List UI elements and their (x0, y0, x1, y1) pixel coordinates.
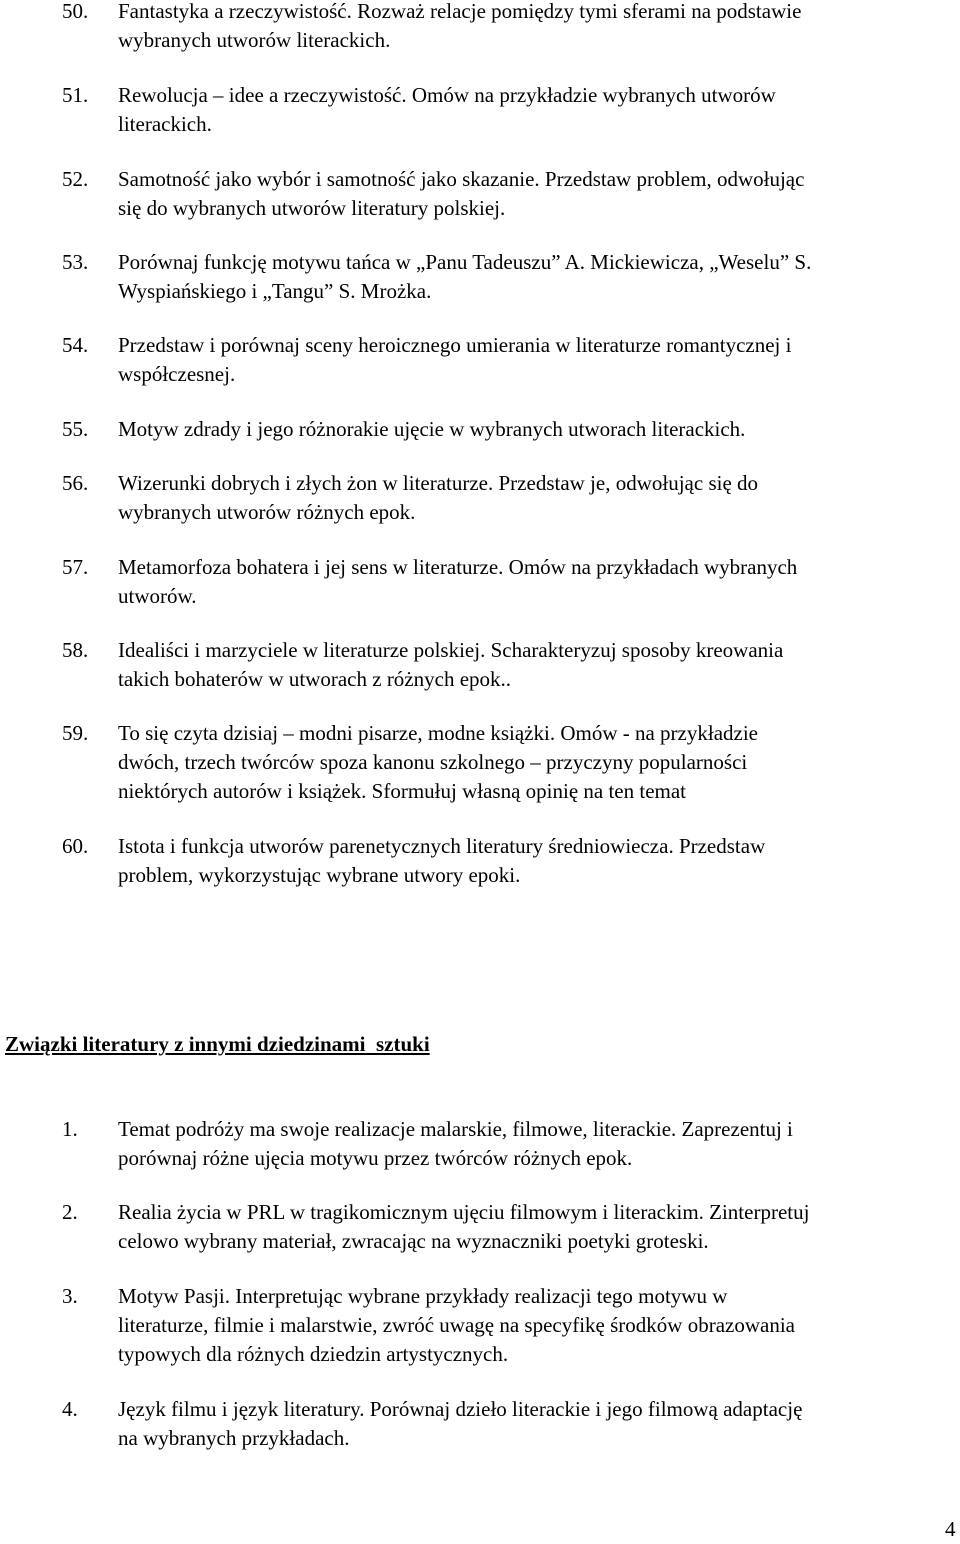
section-item-line: literaturze, filmie i malarstwie, zwróć uwagę na specyfikę środków obrazowania (118, 1313, 795, 1337)
topic-text (118, 0, 948, 55)
topic-text (118, 636, 948, 694)
section-item-text (118, 1115, 948, 1173)
topic-line: wybranych utworów różnych epok. (118, 500, 416, 524)
section-item-line: celowo wybrany materiał, zwracając na wyznaczniki poetyki groteski. (118, 1229, 709, 1253)
topic-line: współczesnej. (118, 362, 236, 386)
topic-line: problem, wykorzystując wybrane utwory epoki. (118, 863, 521, 887)
topic-text (118, 248, 948, 306)
section-item-line: Realia życia w PRL w tragikomicznym ujęciu filmowym i literackim. Zinterpretuj (118, 1200, 810, 1224)
topic-number: 58. (62, 638, 89, 662)
section-item-line: typowych dla różnych dziedzin artystycznych. (118, 1342, 509, 1366)
topic-line: Motyw zdrady i jego różnorakie ujęcie w wybranych utworach literackich. (118, 417, 746, 441)
topic-text (118, 415, 948, 444)
topic-line: Samotność jako wybór i samotność jako skazanie. Przedstaw problem, odwołując (118, 167, 805, 191)
topic-line: wybranych utworów literackich. (118, 28, 391, 52)
topic-line: Fantastyka a rzeczywistość. Rozważ relacje pomiędzy tymi sferami na podstawie (118, 0, 802, 23)
topic-line: Wizerunki dobrych i złych żon w literaturze. Przedstaw je, odwołując się do (118, 471, 759, 495)
topic-text (118, 553, 948, 611)
section-item-number: 4. (62, 1397, 78, 1421)
topic-line: utworów. (118, 584, 197, 608)
topic-line: Idealiści i marzyciele w literaturze polskiej. Scharakteryzuj sposoby kreowania (118, 638, 784, 662)
topic-line: Metamorfoza bohatera i jej sens w literaturze. Omów na przykładach wybranych (118, 555, 798, 579)
topic-number: 52. (62, 167, 89, 191)
section-item-text (118, 1395, 948, 1453)
topic-line: się do wybranych utworów literatury polskiej. (118, 196, 506, 220)
page-number: 4 (945, 1517, 956, 1541)
topic-line: Istota i funkcja utworów parenetycznych literatury średniowiecza. Przedstaw (118, 834, 766, 858)
section-item-line: Język filmu i język literatury. Porównaj dzieło literackie i jego filmową adaptację (118, 1397, 803, 1421)
topic-line: To się czyta dzisiaj – modni pisarze, modne książki. Omów - na przykładzie (118, 721, 758, 745)
section-item-number: 1. (62, 1117, 78, 1141)
section-heading: Związki literatury z innymi dziedzinami sztuki (5, 1032, 430, 1056)
topic-number: 55. (62, 417, 89, 441)
topic-number: 53. (62, 250, 89, 274)
section-item-text (118, 1198, 948, 1256)
topic-text (118, 81, 948, 139)
topic-number: 51. (62, 83, 89, 107)
topic-line: niektórych autorów i książek. Sformułuj własną opinię na ten temat (118, 779, 687, 803)
topic-number: 54. (62, 333, 89, 357)
section-item-line: porównaj różne ujęcia motywu przez twórców różnych epok. (118, 1146, 633, 1170)
topic-text (118, 331, 948, 389)
topic-text (118, 165, 948, 223)
topic-text (118, 719, 948, 806)
topic-number: 50. (62, 0, 89, 23)
topic-line: Porównaj funkcję motywu tańca w „Panu Tadeuszu” A. Mickiewicza, „Weselu” S. (118, 250, 812, 274)
topic-line: Wyspiańskiego i „Tangu” S. Mrożka. (118, 279, 432, 303)
topic-line: takich bohaterów w utworach z różnych epok.. (118, 667, 512, 691)
topic-text (118, 832, 948, 890)
section-item-line: na wybranych przykładach. (118, 1426, 350, 1450)
topic-line: Rewolucja – idee a rzeczywistość. Omów na przykładzie wybranych utworów (118, 83, 776, 107)
topic-line: dwóch, trzech twórców spoza kanonu szkolnego – przyczyny popularności (118, 750, 748, 774)
topic-number: 56. (62, 471, 89, 495)
section-item-line: Motyw Pasji. Interpretując wybrane przykłady realizacji tego motywu w (118, 1284, 728, 1308)
topic-number: 59. (62, 721, 89, 745)
topic-text (118, 469, 948, 527)
section-item-number: 2. (62, 1200, 78, 1224)
topic-line: literackich. (118, 112, 212, 136)
section-item-line: Temat podróży ma swoje realizacje malarskie, filmowe, literackie. Zaprezentuj i (118, 1117, 793, 1141)
section-item-text (118, 1282, 948, 1369)
section-item-number: 3. (62, 1284, 78, 1308)
topic-number: 57. (62, 555, 89, 579)
topic-number: 60. (62, 834, 89, 858)
topic-line: Przedstaw i porównaj sceny heroicznego umierania w literaturze romantycznej i (118, 333, 792, 357)
